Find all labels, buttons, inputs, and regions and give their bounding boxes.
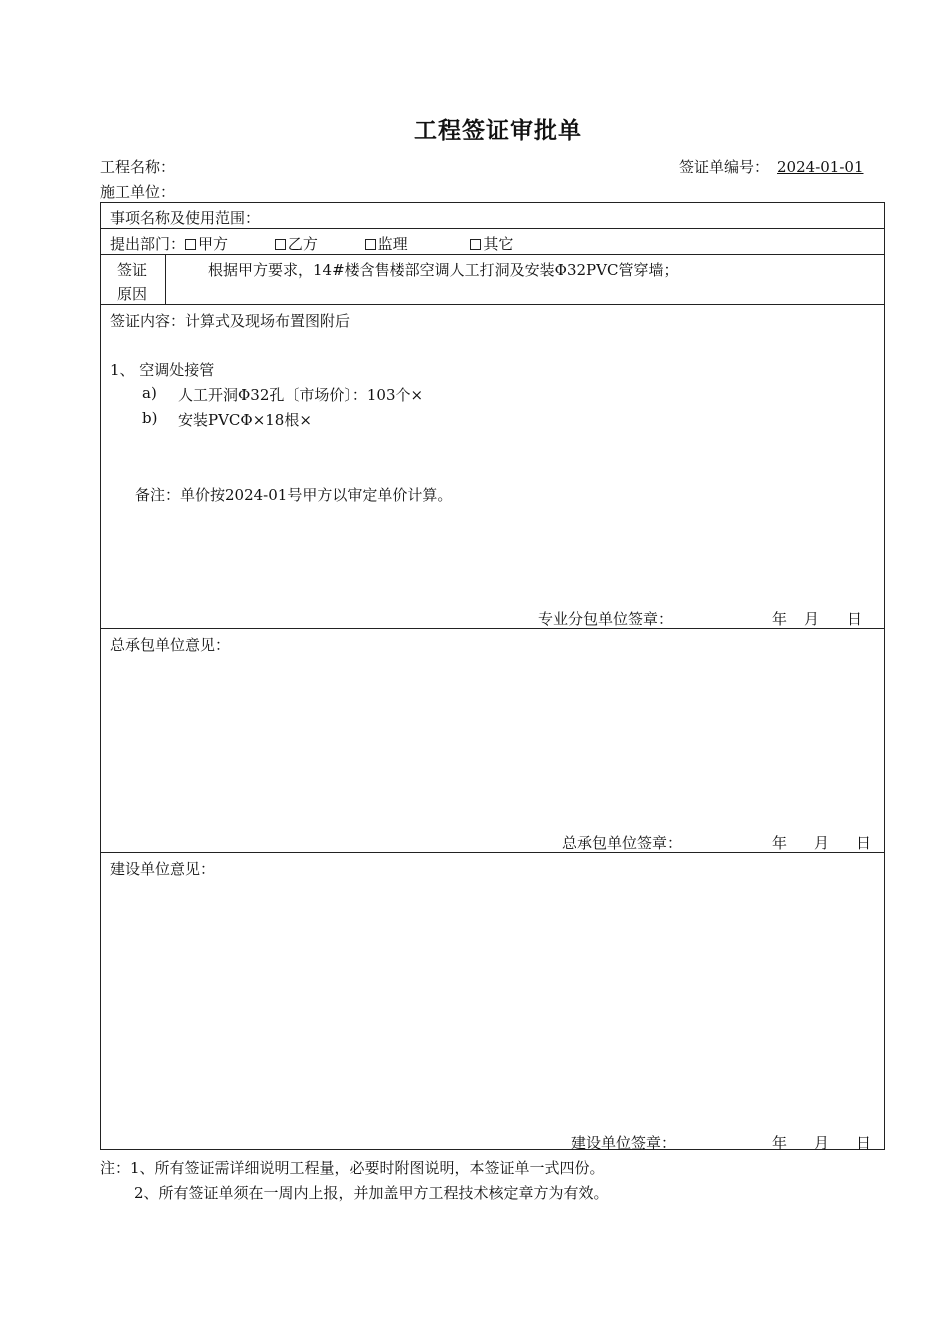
construction-unit-label: 施工单位：: [100, 183, 176, 201]
gc-date-year: 年: [772, 834, 788, 852]
dept-option-other: 其它: [483, 235, 514, 253]
checkbox-owner[interactable]: [185, 239, 196, 250]
footnote-1: 注：1、所有签证需详细说明工程量，必要时附图说明，本签证单一式四份。: [100, 1159, 605, 1177]
owner-date-year: 年: [772, 1134, 788, 1152]
item-a-text: 人工开洞Φ32孔〔市场价〕：103个×: [178, 386, 424, 404]
approval-form-table: [100, 202, 885, 1150]
checkbox-contractor[interactable]: [275, 239, 286, 250]
gc-date-month: 月: [814, 834, 830, 852]
checkbox-other[interactable]: [470, 239, 481, 250]
project-name-label: 工程名称：: [100, 158, 176, 176]
subcontractor-date-month: 月: [804, 610, 820, 628]
dept-option-contractor: 乙方: [287, 235, 318, 253]
owner-opinion-label: 建设单位意见：: [110, 860, 216, 878]
owner-date-month: 月: [814, 1134, 830, 1152]
row-divider: [101, 254, 884, 255]
subcontractor-sign-label: 专业分包单位签章：: [538, 610, 674, 628]
reason-text: 根据甲方要求，14#楼含售楼部空调人工打洞及安装Φ32PVC管穿墙；: [208, 261, 679, 279]
subcontractor-date-year: 年: [772, 610, 788, 628]
document-title: 工程签证审批单: [414, 117, 582, 144]
cert-no-label: 签证单编号：: [679, 158, 770, 176]
scope-label: 事项名称及使用范围：: [110, 209, 261, 227]
remark-text: 备注：单价按2024-01号甲方以审定单价计算。: [135, 486, 453, 504]
dept-row: [110, 233, 513, 254]
item-b-marker: b): [142, 409, 158, 427]
checkbox-supervisor[interactable]: [365, 239, 376, 250]
column-divider: [165, 254, 166, 304]
gc-date-day: 日: [856, 834, 872, 852]
item-b-text: 安装PVCΦ×18根×: [178, 411, 312, 429]
row-divider: [101, 228, 884, 229]
item-a-marker: a): [142, 384, 157, 402]
owner-date-day: 日: [856, 1134, 872, 1152]
cert-no-value: 2024-01-01: [777, 158, 864, 176]
gc-sign-label: 总承包单位签章：: [562, 834, 683, 852]
cert-no: [679, 156, 864, 177]
reason-label-line1: 签证: [117, 261, 148, 279]
reason-label-line2: 原因: [117, 285, 148, 303]
gc-opinion-label: 总承包单位意见：: [110, 636, 231, 654]
row-divider: [101, 628, 884, 629]
dept-label: 提出部门：: [110, 235, 186, 253]
owner-sign-label: 建设单位签章：: [571, 1134, 677, 1152]
content-label: 签证内容：计算式及现场布置图附后: [110, 312, 351, 330]
dept-option-owner: 甲方: [198, 235, 229, 253]
content-item-1: 1、 空调处接管: [110, 361, 215, 379]
row-divider: [101, 304, 884, 305]
subcontractor-date-day: 日: [847, 610, 863, 628]
footnote-2: 2、所有签证单须在一周内上报，并加盖甲方工程技术核定章方为有效。: [134, 1184, 609, 1202]
dept-option-supervisor: 监理: [377, 235, 408, 253]
row-divider: [101, 852, 884, 853]
